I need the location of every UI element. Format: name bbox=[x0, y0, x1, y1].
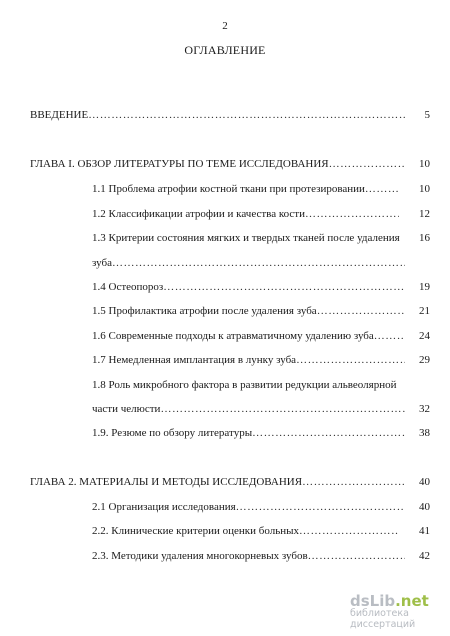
toc-entry-1-5[interactable] bbox=[92, 304, 405, 318]
toc-page-number: 24 bbox=[419, 330, 430, 342]
toc-entry-1-6[interactable] bbox=[92, 329, 405, 343]
toc-entry-label: ГЛАВА 2. МАТЕРИАЛЫ И МЕТОДЫ ИССЛЕДОВАНИЯ bbox=[30, 476, 303, 488]
toc-entry-label: ВВЕДЕНИЕ bbox=[30, 109, 89, 121]
toc-title: ОГЛАВЛЕНИЕ bbox=[184, 43, 266, 57]
page-number: 2 bbox=[222, 20, 228, 32]
toc-page-number: 19 bbox=[419, 281, 430, 293]
toc-entry-2-1[interactable] bbox=[92, 500, 405, 514]
toc-entry-label: 2.3. Методики удаления многокорневых зубов bbox=[92, 550, 308, 562]
toc-entry-1-2[interactable] bbox=[92, 207, 399, 221]
toc-entry-label: 2.1 Организация исследования bbox=[92, 501, 236, 513]
toc-entry-1-9[interactable] bbox=[92, 426, 405, 440]
toc-entry-label: 1.1 Проблема атрофии костной ткани при протезировании bbox=[92, 183, 365, 195]
toc-page-number: 5 bbox=[424, 109, 430, 121]
toc-page-number: 38 bbox=[419, 427, 430, 439]
toc-entry-label: части челюсти bbox=[92, 403, 161, 415]
toc-entry-1-3-cont[interactable] bbox=[92, 256, 405, 270]
toc-page-number: 16 bbox=[419, 232, 430, 244]
toc-entry-chapter-2[interactable] bbox=[30, 475, 405, 489]
toc-entry-1-8-cont[interactable] bbox=[92, 402, 405, 416]
toc-entry-label: зуба bbox=[92, 257, 112, 269]
toc-entry-label: 1.5 Профилактика атрофии после удаления зуба bbox=[92, 305, 317, 317]
toc-page-number: 12 bbox=[419, 208, 430, 220]
toc-entry-1-1[interactable] bbox=[92, 182, 399, 196]
toc-page-number: 40 bbox=[419, 476, 430, 488]
toc-page-number: 41 bbox=[419, 525, 430, 537]
watermark-logo bbox=[350, 592, 445, 630]
toc-page-number: 21 bbox=[419, 305, 430, 317]
toc-entry-1-3[interactable]: 1.3 Критерии состояния мягких и твердых тканей после удаления bbox=[92, 232, 400, 244]
watermark-logo-tld: .net bbox=[395, 592, 429, 610]
toc-entry-chapter-1[interactable] bbox=[30, 157, 405, 171]
toc-entry-2-2[interactable] bbox=[92, 524, 399, 538]
toc-entry-1-4[interactable] bbox=[92, 280, 405, 294]
toc-page-number: 42 bbox=[419, 550, 430, 562]
toc-entry-2-3[interactable] bbox=[92, 549, 405, 563]
toc-entry-label: 1.4 Остеопороз bbox=[92, 281, 164, 293]
toc-page-number: 10 bbox=[419, 158, 430, 170]
toc-entry-label: 1.9. Резюме по обзору литературы bbox=[92, 427, 253, 439]
toc-page-number: 32 bbox=[419, 403, 430, 415]
toc-entry-1-7[interactable] bbox=[92, 353, 405, 367]
toc-entry-label: 2.2. Клинические критерии оценки больных bbox=[92, 525, 299, 537]
toc-entry-label: 1.6 Современные подходы к атравматичному удалению зуба bbox=[92, 330, 374, 342]
toc-page-number: 40 bbox=[419, 501, 430, 513]
toc-entry-introduction[interactable] bbox=[30, 108, 405, 122]
toc-entry-label: 1.7 Немедленная имплантация в лунку зуба bbox=[92, 354, 297, 366]
toc-entry-1-8[interactable]: 1.8 Роль микробного фактора в развитии редукции альвеолярной bbox=[92, 379, 397, 391]
toc-page-number: 29 bbox=[419, 354, 430, 366]
toc-page-number: 10 bbox=[419, 183, 430, 195]
toc-entry-label: 1.2 Классификации атрофии и качества кости bbox=[92, 208, 305, 220]
watermark-subtitle: библиотека диссертаций bbox=[350, 608, 416, 630]
watermark-logo-text: dsLib bbox=[350, 592, 396, 610]
toc-entry-label: ГЛАВА I. ОБЗОР ЛИТЕРАТУРЫ ПО ТЕМЕ ИССЛЕДОВАНИЯ bbox=[30, 158, 329, 170]
